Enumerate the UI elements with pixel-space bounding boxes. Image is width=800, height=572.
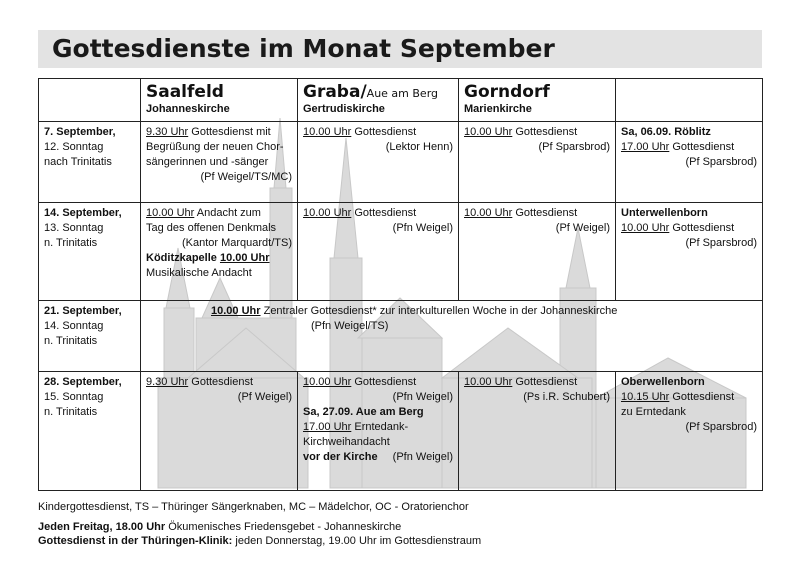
page-title: Gottesdienste im Monat September [52,34,555,63]
service-line: zu Erntedank [621,406,686,418]
column-place-suffix: Aue am Berg [366,87,439,100]
service-place: Sa, 06.09. Röblitz [621,126,711,138]
service-by: (Pf Sparsbrod) [685,156,757,168]
service-text: Zentraler Gottesdienst* zur interkulturellen Woche in der Johanneskirche [263,305,618,317]
friday-heading: Jeden Freitag, 18.00 Uhr [38,521,166,533]
sunday-line: 12. Sonntag [44,141,104,153]
date: 21. September, [44,305,122,317]
date-cell [39,203,141,301]
service-line: Begrüßung der neuen Chor- [146,141,284,153]
sunday-line: n. Trinitatis [44,335,98,347]
service-time: 10.00 Uhr [303,126,352,138]
service-by: (Pf Sparsbrod) [685,421,757,433]
column-church: Gertrudiskirche [303,103,385,115]
extra-cell [616,372,763,491]
service-time: 10.00 Uhr [464,126,513,138]
service-by: (Pf Sparsbrod) [538,141,610,153]
column-church: Marienkirche [464,103,532,115]
date: 7. September, [44,126,116,138]
service-text: Gottesdienst [515,126,578,138]
service-by: (Kantor Marquardt/TS) [181,237,292,249]
sunday-line: n. Trinitatis [44,237,98,249]
friday-text: Ökumenisches Friedensgebet - Johanneskirche [168,521,402,533]
service-text: Erntedank- [354,421,409,433]
service-time: 10.00 Uhr [303,376,352,388]
service-text: Gottesdienst [672,222,735,234]
service-text: Gottesdienst [672,141,735,153]
service-by: (Ps i.R. Schubert) [523,391,610,403]
saalfeld-cell [141,203,298,301]
column-place: Saalfeld [146,82,224,102]
header-saalfeld [141,79,298,122]
header-row [39,79,763,122]
service-text: Andacht zum [196,207,261,219]
saalfeld-cell [141,122,298,203]
service-time: 17.00 Uhr [303,421,352,433]
date-cell [39,301,141,372]
service-time: 10.00 Uhr [621,222,670,234]
graba-cell [298,372,459,491]
service-row [39,301,763,372]
service-place: Unterwellenborn [621,207,708,219]
schedule-table [38,78,763,491]
service-place: Köditzkapelle [146,252,217,264]
clinic-text: jeden Donnerstag, 19.00 Uhr im Gottesdienstraum [235,535,482,547]
friday-note [38,520,762,534]
service-location: vor der Kirche [303,451,378,463]
service-time: 10.00 Uhr [303,207,352,219]
column-place: Graba/ [303,82,367,102]
service-time: 10.00 Uhr [219,252,270,264]
date-cell [39,122,141,203]
service-row [39,372,763,491]
clinic-heading: Gottesdienst in der Thüringen-Klinik: [38,535,233,547]
legend-line: Kindergottesdienst, TS – Thüringer Sängerknaben, MC – Mädelchor, OC - Oratorienchor [38,501,469,513]
service-by: (Pfn Weigel) [392,451,453,463]
service-time: 10.00 Uhr [464,207,513,219]
service-by: (Pf Weigel) [555,222,610,234]
service-time: 10.15 Uhr [621,391,670,403]
service-text: Gottesdienst [191,376,254,388]
service-time: 9.30 Uhr [146,376,189,388]
service-time: 17.00 Uhr [621,141,670,153]
date: 28. September, [44,376,122,388]
service-row [39,122,763,203]
gorndorf-cell [459,203,616,301]
sunday-line: 15. Sonntag [44,391,104,403]
service-text: Gottesdienst [515,376,578,388]
header-graba [298,79,459,122]
service-text: Gottesdienst mit [191,126,271,138]
graba-cell [298,122,459,203]
service-place: Sa, 27.09. Aue am Berg [303,406,424,418]
gorndorf-cell [459,372,616,491]
date: 14. September, [44,207,122,219]
extra-cell [616,122,763,203]
service-text: Gottesdienst [672,391,735,403]
clinic-note [38,534,762,548]
service-place: Oberwellenborn [621,376,705,388]
service-by: (Pf Sparsbrod) [685,237,757,249]
sunday-line: n. Trinitatis [44,406,98,418]
service-text: Gottesdienst [354,376,417,388]
header-date-cell [39,79,141,122]
gorndorf-cell [459,122,616,203]
sunday-line: 13. Sonntag [44,222,104,234]
header-other [616,79,763,122]
column-place: Gorndorf [464,82,550,102]
graba-cell [298,203,459,301]
service-by: (Lektor Henn) [385,141,453,153]
date-cell [39,372,141,491]
service-line: sängerinnen und -sänger [146,156,269,168]
sunday-line: 14. Sonntag [44,320,104,332]
service-time: 10.00 Uhr [464,376,513,388]
column-church: Johanneskirche [146,103,230,115]
merged-service-cell [141,301,763,372]
service-by: (Pfn Weigel) [392,391,453,403]
service-text: Musikalische Andacht [146,267,252,279]
service-line: Kirchweihandacht [303,436,390,448]
service-by: (Pf Weigel) [237,391,292,403]
title-bar [38,30,762,68]
service-time: 9.30 Uhr [146,126,189,138]
service-text: Gottesdienst [354,126,417,138]
service-by: (Pfn Weigel) [392,222,453,234]
service-time: 10.00 Uhr [146,207,195,219]
service-row [39,203,763,301]
header-gorndorf [459,79,616,122]
service-line: Tag des offenen Denkmals [146,222,277,234]
service-time: 10.00 Uhr [211,305,261,317]
service-by: (Pf Weigel/TS/MC) [200,171,292,183]
sunday-line: nach Trinitatis [44,156,112,168]
saalfeld-cell [141,372,298,491]
service-text: Gottesdienst [354,207,417,219]
extra-cell [616,203,763,301]
service-by: (Pfn Weigel/TS) [311,320,389,332]
service-text: Gottesdienst [515,207,578,219]
